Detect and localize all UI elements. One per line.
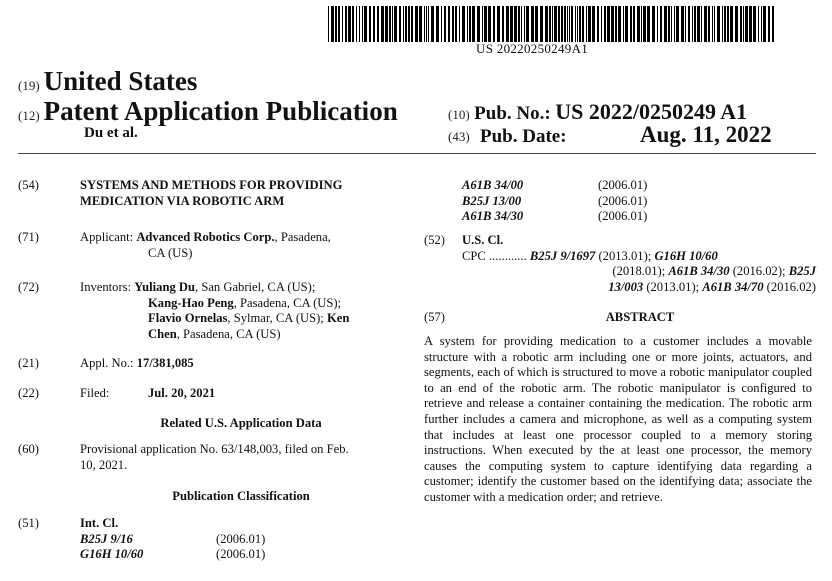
pub-class-heading: Publication Classification — [172, 489, 310, 503]
int-cl-continued — [462, 178, 762, 225]
int-cl-row: B25J 9/16 (2006.01) — [80, 531, 266, 546]
country: United States — [43, 66, 198, 96]
pub-no-code: (10) — [448, 107, 470, 122]
header-divider — [18, 153, 816, 154]
int-cl-row: B25J 13/00 (2006.01) — [462, 193, 648, 208]
pub-date-code: (43) — [448, 129, 470, 144]
barcode — [328, 6, 776, 42]
pub-type-code: (12) — [18, 108, 40, 123]
related-heading: Related U.S. Application Data — [160, 416, 322, 430]
title-line-2: MEDICATION VIA ROBOTIC ARM — [80, 193, 285, 208]
pub-date-label: Pub. Date: — [480, 126, 567, 147]
applicant-name: Advanced Robotics Corp. — [136, 230, 275, 244]
abstract-heading: ABSTRACT — [605, 310, 675, 324]
country-code: (19) — [18, 78, 40, 93]
pub-date: Aug. 11, 2022 — [640, 122, 772, 147]
publication-type-line — [18, 96, 398, 127]
inventors-short: Du et al. — [84, 125, 138, 141]
abstract-heading-row: (57) ABSTRACT — [424, 310, 816, 326]
int-cl-row: G16H 10/60 (2006.01) — [80, 547, 266, 561]
title-line-1: SYSTEMS AND METHODS FOR PROVIDING — [80, 178, 343, 192]
pub-no-label: Pub. No.: — [474, 103, 551, 124]
country-line — [18, 66, 197, 97]
abstract-text: A system for providing medication to a customer includes a movable structure with a robotic arm including one or more joints, actuators, and segments, each of which is structured to move a robotic manipulator coupled to an end of the robotic arm. The robotic manipulator is configured to retrieve and release a container containing the medication. The robotic arm further includes a camera and microphone, as well as a computing system that includes at least one processor coupled to a memory storing instructions. When executed by the at least one processor, the memory causes the computing system to capture identifying data regarding a customer; identify the customer based on the identifying data; associate the customer with a medication order; and retrieve. — [424, 334, 812, 504]
appl-no: 17/381,085 — [136, 356, 194, 370]
int-cl-row: A61B 34/00 (2006.01) — [462, 178, 648, 192]
int-cl-row: A61B 34/30 (2006.01) — [462, 209, 648, 223]
publication-type: Patent Application Publication — [43, 96, 398, 126]
filed-date: Jul. 20, 2021 — [148, 386, 216, 400]
pub-number: US 2022/0250249 A1 — [555, 99, 748, 124]
barcode-number: US 20220250249A1 — [476, 41, 589, 56]
